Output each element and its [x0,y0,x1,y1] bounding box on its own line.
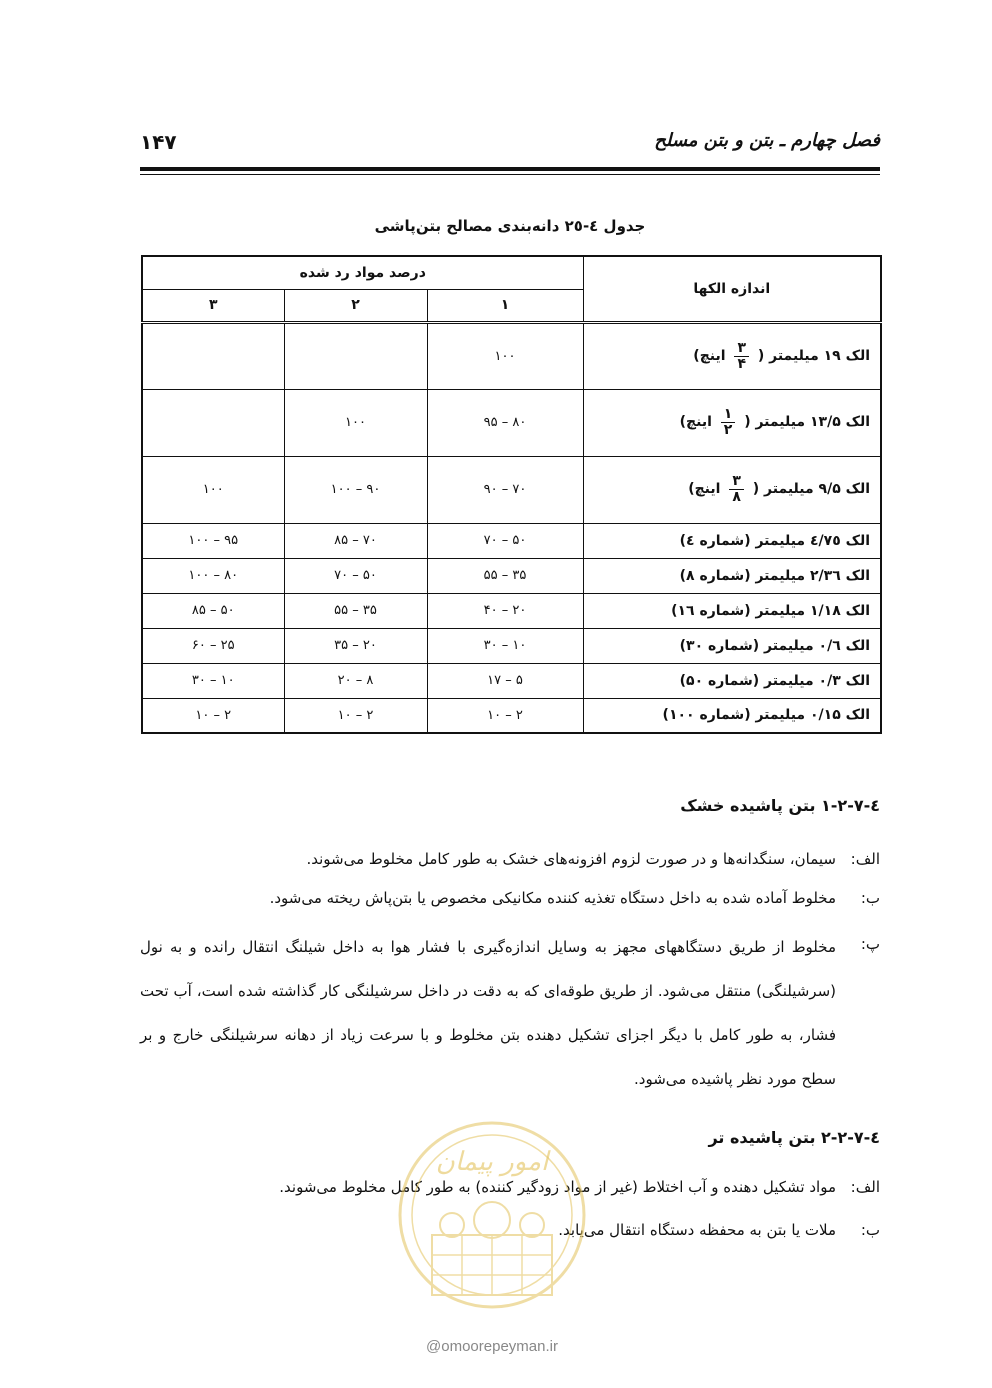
item-label: ب: [860,889,880,907]
sieve-label [583,456,881,523]
table-cell: ۵۰ – ۷۰ [284,558,427,593]
table-row [142,389,881,456]
grading-3-header: ۳ [142,289,284,322]
table-cell [142,322,284,389]
header-rule-thick [140,167,880,171]
table-row [142,322,881,389]
table-row [142,558,881,593]
table-row [142,628,881,663]
table-cell: ۳۵ – ۵۵ [284,593,427,628]
grading-2-header: ۲ [284,289,427,322]
table-cell: ۵ – ۱۷ [427,663,583,698]
table-cell: ۵۰ – ۷۰ [427,523,583,558]
grading-1-header: ۱ [427,289,583,322]
table-cell: ۸۰ – ۹۵ [427,389,583,456]
running-header: فصل چهارم ـ بتن و بتن مسلح [654,130,880,151]
sieve-label: الک ٤/٧٥ میلیمتر (شماره ٤) [583,523,881,558]
table-cell: ۲ – ۱۰ [427,698,583,733]
table-cell: ۹۰ – ۱۰۰ [284,456,427,523]
page-number: ۱۴۷ [140,130,177,154]
fraction-denominator: ۲ [723,422,733,438]
item-text: سیمان، سنگدانه‌ها و در صورت لزوم افزونه‌های خشک به طور کامل مخلوط می‌شوند. [306,850,836,868]
list-item [140,879,880,917]
table-cell: ۱۰ – ۳۰ [427,628,583,663]
table-cell: ۱۰۰ [427,322,583,389]
gradation-table [141,255,882,734]
table-cell: ۳۵ – ۵۵ [427,558,583,593]
item-label: الف: [850,1178,880,1196]
sieve-label: الک ۰/۳ میلیمتر (شماره ۵۰) [583,663,881,698]
table-row [142,593,881,628]
sieve-label [583,389,881,456]
watermark-url: @omoorepeyman.ir [426,1338,558,1355]
sieve-label: الک ٠/٦ میلیمتر (شماره ۳۰) [583,628,881,663]
item-text: مواد تشکیل دهنده و آب اختلاط (غیر از مواد زودگیر کننده) به طور کامل مخلوط می‌شوند. [279,1178,836,1196]
table-row [142,698,881,733]
section-heading-dry: ٤-٧-٢-١ بتن پاشیده خشک [680,796,880,815]
item-text: ملات یا بتن به محفظه دستگاه انتقال می‌یابد. [558,1221,836,1239]
table-cell: ۵۰ – ۸۵ [142,593,284,628]
sieve-unit: اینچ) [688,481,721,498]
table-cell: ۲۰ – ۳۵ [284,628,427,663]
table-row [142,663,881,698]
list-item [140,925,880,1101]
section-heading-wet: ٤-٧-٢-٢ بتن پاشیده تر [708,1128,880,1147]
sieve-label: الک ٢/٣٦ میلیمتر (شماره ٨) [583,558,881,593]
fraction-numerator: ۱ [721,407,736,423]
header-rule-thin [140,174,880,175]
sieve-text: الک ۱۳/۵ میلیمتر ( [744,414,870,431]
table-cell [284,322,427,389]
item-label: الف: [850,850,880,868]
table-cell: ۲ – ۱۰ [284,698,427,733]
table-cell: ۱۰ – ۳۰ [142,663,284,698]
fraction-denominator: ۸ [732,489,741,505]
list-item [140,840,880,878]
fraction-denominator: ۴ [737,355,746,372]
seal-text: امور پیمان [435,1147,549,1177]
item-text: مخلوط آماده شده به داخل دستگاه تغذیه کننده مکانیکی مخصوص یا بتن‌پاش ریخته می‌شود. [269,889,836,907]
sieve-unit: اینچ) [693,348,726,364]
table-cell: ۲۰ – ۴۰ [427,593,583,628]
sieve-unit: اینچ) [679,414,712,431]
fraction-numerator: ۳ [729,474,744,490]
item-label: ب: [860,1221,880,1239]
table-cell: ۸ – ۲۰ [284,663,427,698]
table-cell: ۱۰۰ [142,456,284,523]
table-row [142,456,881,523]
table-cell: ۱۰۰ [284,389,427,456]
sieve-size-header: اندازه الکها [583,256,881,322]
sieve-label: الک ١/١٨ میلیمتر (شماره ١٦) [583,593,881,628]
sieve-text: الک ۹/۵ میلیمتر ( [752,481,870,498]
sieve-label [583,322,881,389]
seal-logo-icon [392,1115,592,1315]
table-cell: ۷۰ – ۹۰ [427,456,583,523]
table-row [142,523,881,558]
item-text: مخلوط از طریق دستگاههای مجهز به وسایل اندازه‌گیری با فشار هوا به داخل شیلنگ انتقال رانده و به نول (سرشیلنگی) منتقل می‌شود. از طریق طوقه‌ای که به دقت در داخل سرشیلنگی کار گذاشته شده است، آب تحت فشار، به طور کامل با دیگر اجزای تشکیل دهنده بتن مخلوط و با سرعت زیاد از دهانه سرشیلنگی خارج و بر سطح مورد نظر پاشیده می‌شود. [140,938,836,1088]
sieve-label: الک ۰/۱۵ میلیمتر (شماره ۱۰۰) [583,698,881,733]
inch-fraction [721,407,736,437]
inch-fraction [729,474,744,504]
table-caption: جدول ٤-٢٥ دانه‌بندی مصالح بتن‌پاشی [374,217,646,235]
item-label: پ: [860,935,880,953]
table-cell: ۷۰ – ۸۵ [284,523,427,558]
fraction-numerator: ۳ [734,341,749,357]
table-cell: ۹۵ – ۱۰۰ [142,523,284,558]
table-cell: ۲۵ – ۶۰ [142,628,284,663]
inch-fraction [734,341,749,371]
passing-percent-header: درصد مواد رد شده [142,256,583,289]
table-cell: ۸۰ – ۱۰۰ [142,558,284,593]
table-cell [142,389,284,456]
table-cell: ۲ – ۱۰ [142,698,284,733]
sieve-text: الک ۱۹ میلیمتر ( [757,348,870,364]
